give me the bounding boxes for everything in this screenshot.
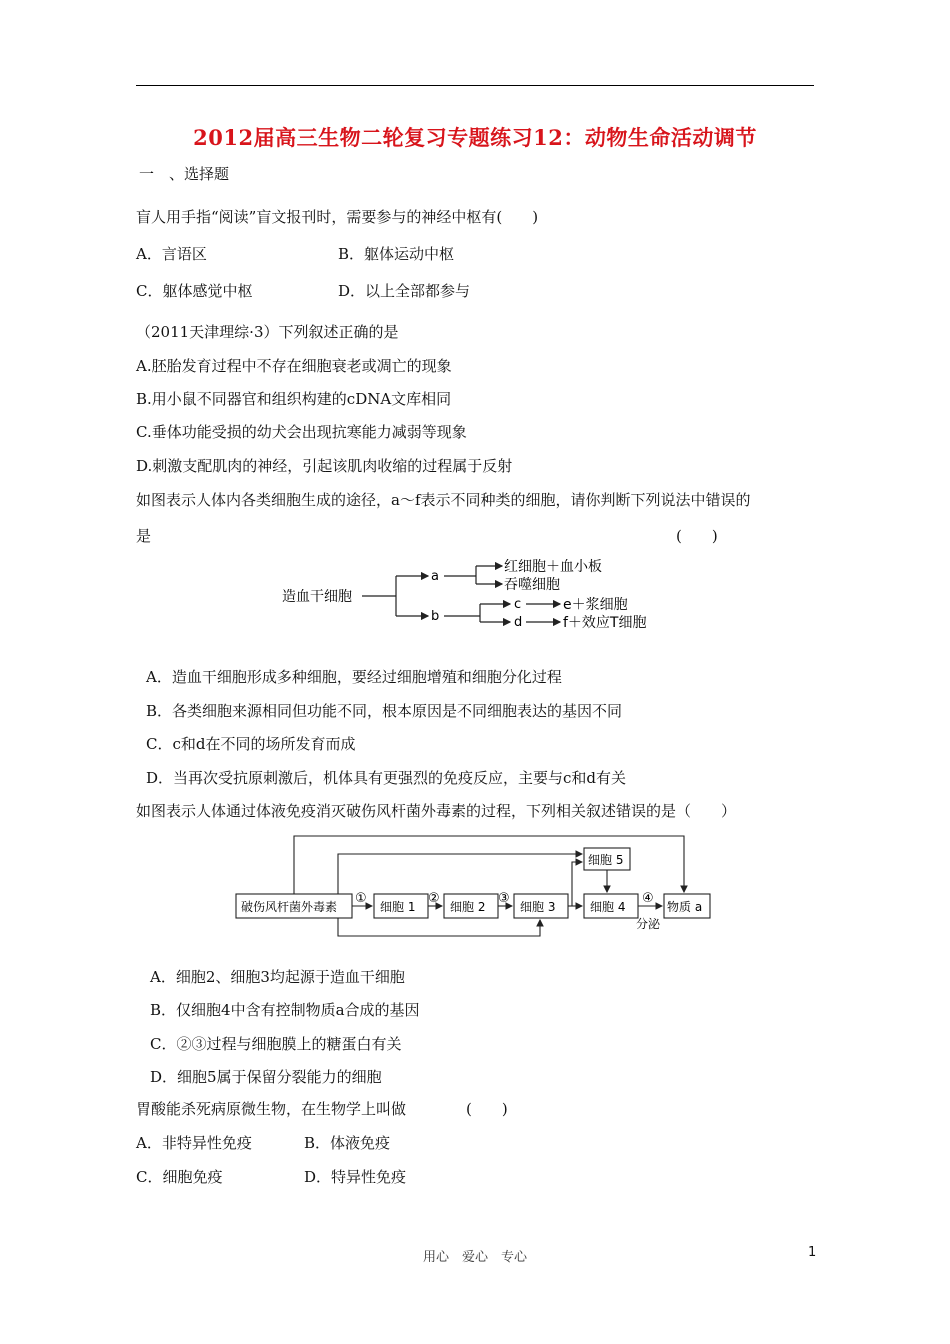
node-a: a: [431, 569, 439, 584]
q1-stem: 盲人用手指“阅读”盲文报刊时，需要参与的神经中枢有( ): [136, 208, 539, 226]
page-number: 1: [808, 1245, 817, 1260]
q5-option-c: C．细胞免疫: [136, 1168, 223, 1186]
q3-option-a: A．造血干细胞形成多种细胞，要经过细胞增殖和细胞分化过程: [146, 668, 562, 686]
page-title: 2012届高三生物二轮复习专题练习12：动物生命活动调节: [193, 125, 757, 150]
humoral-immunity-diagram: [230, 832, 715, 942]
q4-option-c: C．②③过程与细胞膜上的糖蛋白有关: [150, 1035, 402, 1053]
q3-option-b: B．各类细胞来源相同但功能不同，根本原因是不同细胞表达的基因不同: [146, 702, 623, 720]
node-d: d: [514, 615, 523, 630]
q3-option-c: C．c和d在不同的场所发育而成: [146, 735, 356, 753]
q4-option-b: B．仅细胞4中含有控制物质a合成的基因: [150, 1001, 420, 1019]
cell-origin-diagram: [270, 552, 680, 634]
node-e-plasma: e＋浆细胞: [563, 597, 628, 613]
box-cell-3: 细胞 3: [520, 900, 556, 914]
q4-option-d: D．细胞5属于保留分裂能力的细胞: [150, 1068, 382, 1086]
q3-answer-paren: ( ): [676, 527, 718, 545]
q2-option-c: C.垂体功能受损的幼犬会出现抗寒能力减弱等现象: [136, 423, 467, 441]
node-c: c: [514, 597, 522, 612]
q5-option-b: B．体液免疫: [304, 1134, 391, 1152]
node-b: b: [431, 609, 440, 624]
q3-option-d: D．当再次受抗原刺激后，机体具有更强烈的免疫反应，主要与c和d有关: [146, 769, 627, 787]
node-f-effector-t: f＋效应T细胞: [563, 615, 647, 631]
q2-option-d: D.刺激支配肌肉的神经，引起该肌肉收缩的过程属于反射: [136, 457, 513, 475]
box-cell-2: 细胞 2: [450, 900, 486, 914]
node-phagocyte: 吞噬细胞: [504, 577, 560, 593]
page-footer: 用心 爱心 专心: [422, 1250, 527, 1265]
q5-stem: 胃酸能杀死病原微生物，在生物学上叫做 ( ): [136, 1100, 508, 1118]
box-cell-1: 细胞 1: [380, 900, 416, 914]
step-2-label: ②: [428, 891, 440, 906]
secrete-label: 分泌: [636, 917, 661, 931]
q3-stem-continued: 是: [136, 527, 152, 545]
q3-stem: 如图表示人体内各类细胞生成的途径，a～f表示不同种类的细胞，请你判断下列说法中错误的: [136, 491, 751, 509]
q1-option-d: D．以上全部都参与: [338, 282, 471, 300]
node-rbc-platelet: 红细胞＋血小板: [504, 559, 602, 575]
q1-option-c: C．躯体感觉中枢: [136, 282, 253, 300]
q1-option-b: B．躯体运动中枢: [338, 245, 455, 263]
q2-stem: （2011天津理综·3）下列叙述正确的是: [136, 323, 399, 341]
header-rule: [136, 85, 814, 86]
step-4-label: ④: [642, 891, 654, 906]
box-cell-4: 细胞 4: [590, 900, 626, 914]
step-3-label: ③: [498, 891, 510, 906]
q4-option-a: A．细胞2、细胞3均起源于造血干细胞: [150, 968, 405, 986]
step-1-label: ①: [355, 891, 367, 906]
q5-option-a: A．非特异性免疫: [136, 1134, 252, 1152]
node-stem-cell: 造血干细胞: [282, 589, 352, 605]
q5-option-d: D．特异性免疫: [304, 1168, 407, 1186]
box-cell-5: 细胞 5: [588, 853, 624, 867]
box-substance-a: 物质 a: [667, 900, 703, 914]
q4-stem: 如图表示人体通过体液免疫消灭破伤风杆菌外毒素的过程，下列相关叙述错误的是（ ）: [136, 802, 737, 820]
q1-option-a: A．言语区: [136, 245, 207, 263]
q2-option-a: A.胚胎发育过程中不存在细胞衰老或凋亡的现象: [136, 357, 452, 375]
section-heading: 一 、选择题: [139, 165, 230, 183]
q2-option-b: B.用小鼠不同器官和组织构建的cDNA文库相同: [136, 390, 452, 408]
box-toxin: 破伤风杆菌外毒素: [241, 900, 338, 914]
